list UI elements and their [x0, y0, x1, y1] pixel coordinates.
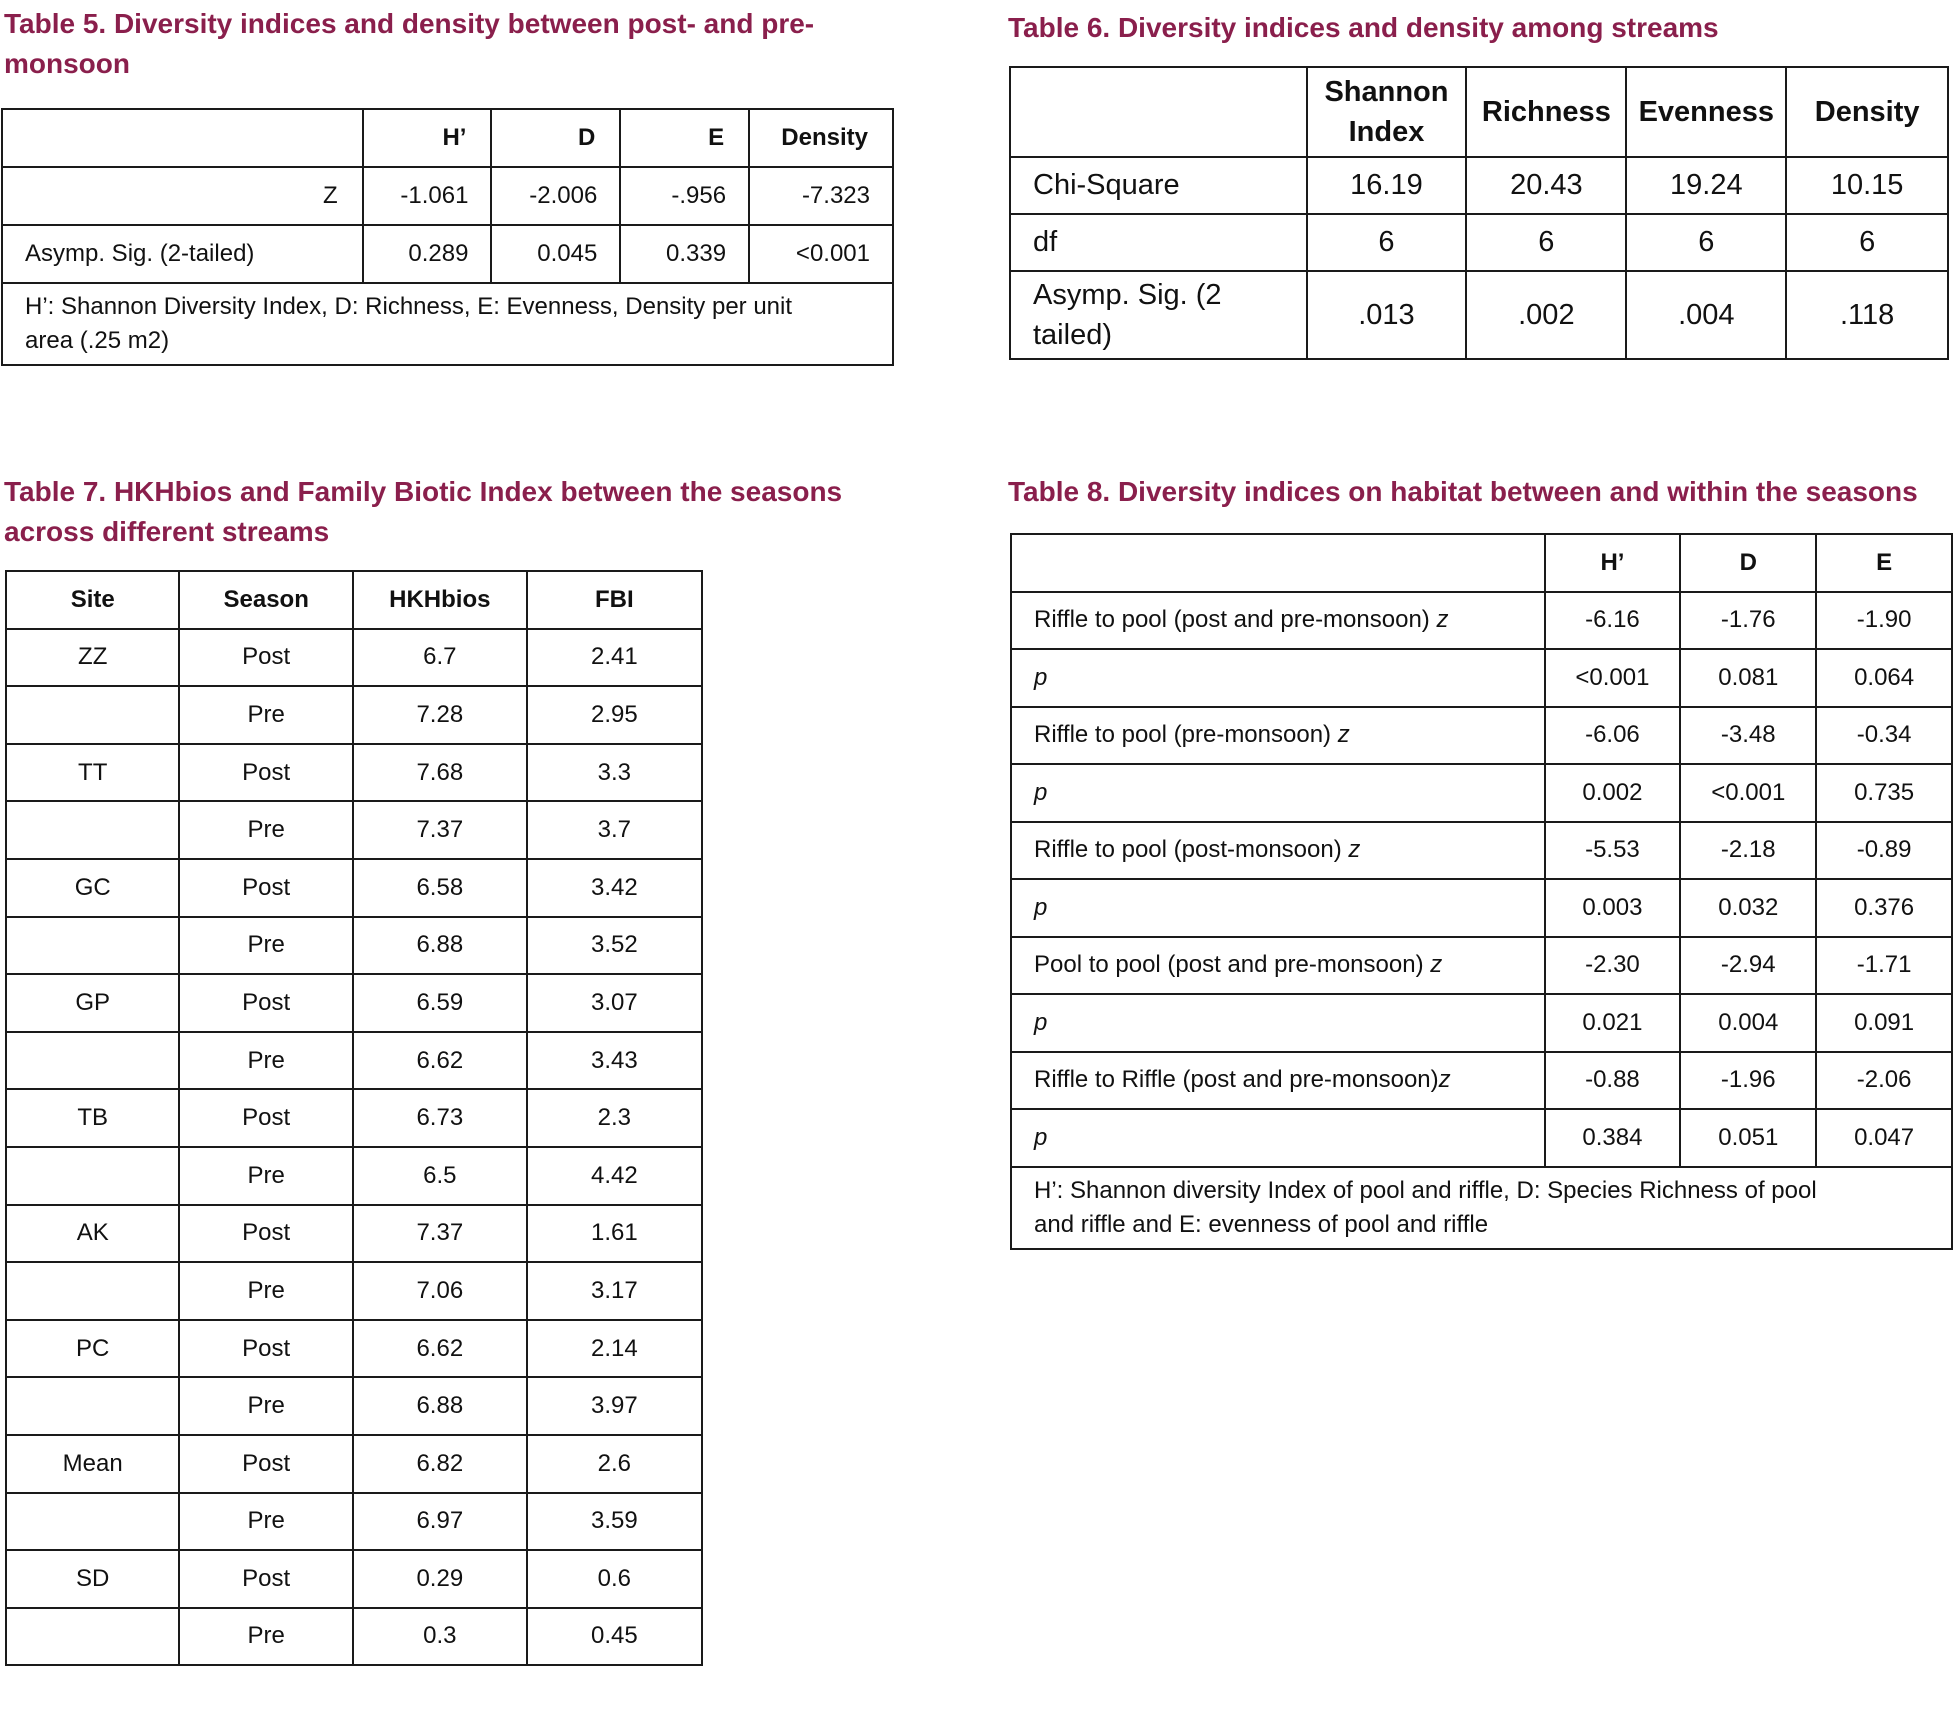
table8-header-empty: [1011, 534, 1545, 592]
table7-fbi-cell: 3.17: [527, 1262, 702, 1320]
table7-caption-line1: Table 7. HKHbios and Family Biotic Index between the seasons: [4, 476, 843, 507]
table7-season-cell: Post: [179, 744, 353, 802]
table6-caption-text: Table 6. Diversity indices and density among streams: [1008, 12, 1719, 43]
table-row: [6, 629, 702, 687]
table7-season-cell: Post: [179, 1205, 353, 1263]
table6-header: Richness: [1466, 67, 1626, 157]
table-row: [1011, 764, 1952, 822]
table7-body: [6, 629, 702, 1666]
table7-hkhbios-cell: 7.68: [353, 744, 527, 802]
table7-season-cell: Pre: [179, 1032, 353, 1090]
table8: [1010, 533, 1953, 1250]
table-row: [6, 1493, 702, 1551]
table7-site-cell: [6, 1147, 179, 1205]
table7-hkhbios-cell: 6.82: [353, 1435, 527, 1493]
table-row: [1011, 592, 1952, 650]
table7-fbi-cell: 3.7: [527, 801, 702, 859]
table7-site-cell: PC: [6, 1320, 179, 1378]
table6-cell: .002: [1466, 271, 1626, 359]
table7-site-cell: [6, 1608, 179, 1666]
table7-site-cell: [6, 1262, 179, 1320]
table7-site-cell: Mean: [6, 1435, 179, 1493]
table-row: [6, 1377, 702, 1435]
table7-hkhbios-cell: 6.58: [353, 859, 527, 917]
table-row: [1011, 1109, 1952, 1167]
table-row: [6, 1089, 702, 1147]
table6-header: Density: [1786, 67, 1948, 157]
table7-hkhbios-cell: 6.7: [353, 629, 527, 687]
table8-cell: 0.064: [1816, 649, 1952, 707]
table8-note-line1: H’: Shannon diversity Index of pool and riffle, D: Species Richness of pool: [1034, 1176, 1817, 1204]
table7-season-cell: Pre: [179, 801, 353, 859]
table7-season-cell: Post: [179, 1320, 353, 1378]
table5-note-line1: H’: Shannon Diversity Index, D: Richness, E: Evenness, Density per unit: [25, 293, 793, 320]
table8-row-stat-symbol: z: [1337, 721, 1350, 749]
table7-hkhbios-cell: 7.06: [353, 1262, 527, 1320]
table5-note-line2: area (.25 m2): [25, 327, 170, 354]
table5-caption-line2: monsoon: [4, 48, 130, 79]
table7-site-cell: [6, 801, 179, 859]
table8-row-label: [1011, 937, 1545, 995]
table7-hkhbios-cell: 7.37: [353, 801, 527, 859]
table-row: [6, 859, 702, 917]
table5-row-label: Z: [2, 167, 363, 225]
table8-cell: 0.032: [1680, 879, 1816, 937]
table8-row-label: [1011, 707, 1545, 765]
table8-cell: -0.89: [1816, 822, 1952, 880]
table7-hkhbios-cell: 6.88: [353, 917, 527, 975]
table8-cell: <0.001: [1545, 649, 1681, 707]
table7-hkhbios-cell: 0.29: [353, 1550, 527, 1608]
table7-site-cell: AK: [6, 1205, 179, 1263]
table6-header: Evenness: [1626, 67, 1786, 157]
table8-cell: -2.30: [1545, 937, 1681, 995]
table7-site-cell: GP: [6, 974, 179, 1032]
table8-note-row: [1011, 1167, 1952, 1249]
table8-row-stat-symbol: z: [1436, 606, 1449, 634]
table8-note-line2: and riffle and E: evenness of pool and riffle: [1034, 1210, 1489, 1238]
table5-header-empty: [2, 109, 363, 167]
table7-hkhbios-cell: 6.88: [353, 1377, 527, 1435]
table5-header: E: [620, 109, 749, 167]
table7-caption-line2: across different streams: [4, 516, 330, 547]
table5-note-row: [2, 283, 893, 365]
table8-body: [1011, 592, 1952, 1167]
table8-row-stat-symbol: p: [1034, 1008, 1048, 1036]
table8-row-stat-symbol: p: [1034, 663, 1048, 691]
table7-fbi-cell: 2.95: [527, 686, 702, 744]
table-row: [1011, 879, 1952, 937]
table5-caption-line1: Table 5. Diversity indices and density between post- and pre-: [4, 8, 815, 39]
table-row: [1010, 271, 1948, 359]
table7-season-cell: Pre: [179, 1377, 353, 1435]
table8-cell: -2.94: [1680, 937, 1816, 995]
table5-header: H’: [363, 109, 492, 167]
table8-row-stat-symbol: p: [1034, 1123, 1048, 1151]
table8-row-stat-symbol: p: [1034, 778, 1048, 806]
table-row: [1011, 649, 1952, 707]
table5-cell: 0.289: [363, 225, 492, 283]
table7-header-fbi: FBI: [527, 571, 702, 629]
table6-row-label: [1010, 271, 1307, 359]
table8-cell: -1.76: [1680, 592, 1816, 650]
table7-season-cell: Pre: [179, 686, 353, 744]
table7-season-cell: Post: [179, 974, 353, 1032]
table7-header-hkhbios: HKHbios: [353, 571, 527, 629]
table8-row-label: [1011, 1109, 1545, 1167]
table5-cell: -1.061: [363, 167, 492, 225]
table7-hkhbios-cell: 6.62: [353, 1320, 527, 1378]
table7-season-cell: Post: [179, 1089, 353, 1147]
table6-header-shannon-line1: Shannon: [1324, 76, 1449, 108]
table7-season-cell: Post: [179, 1550, 353, 1608]
table7-site-cell: ZZ: [6, 629, 179, 687]
table6-header-shannon-line2: Index: [1348, 116, 1425, 148]
table5: [1, 108, 894, 366]
table7-season-cell: Post: [179, 629, 353, 687]
table-row: [2, 167, 893, 225]
table5-header-row: [2, 109, 893, 167]
table7-site-cell: TT: [6, 744, 179, 802]
table8-row-label: [1011, 994, 1545, 1052]
table6-cell: 6: [1307, 214, 1467, 271]
table8-row-stat-symbol: z: [1430, 951, 1443, 979]
table7-fbi-cell: 1.61: [527, 1205, 702, 1263]
table8-cell: 0.051: [1680, 1109, 1816, 1167]
table6-cell: .013: [1307, 271, 1467, 359]
table7-season-cell: Post: [179, 859, 353, 917]
table-row: [1011, 822, 1952, 880]
table8-cell: 0.021: [1545, 994, 1681, 1052]
table7-fbi-cell: 3.59: [527, 1493, 702, 1551]
table6: [1009, 66, 1949, 360]
table6-header-row: [1010, 67, 1948, 157]
table7-hkhbios-cell: 6.62: [353, 1032, 527, 1090]
table7-fbi-cell: 3.43: [527, 1032, 702, 1090]
table8-row-label-text: Riffle to pool (pre-monsoon): [1034, 721, 1338, 749]
table7-site-cell: [6, 1032, 179, 1090]
table7-fbi-cell: 3.52: [527, 917, 702, 975]
table6-header-shannon: [1307, 67, 1467, 157]
table6-caption: [1008, 8, 1948, 48]
table8-cell: <0.001: [1680, 764, 1816, 822]
table-row: [6, 1435, 702, 1493]
table8-header-row: [1011, 534, 1952, 592]
table8-cell: 0.376: [1816, 879, 1952, 937]
table-row: [6, 686, 702, 744]
table8-cell: 0.047: [1816, 1109, 1952, 1167]
table7-site-cell: [6, 1493, 179, 1551]
table5-cell: <0.001: [749, 225, 893, 283]
table6-cell: 16.19: [1307, 157, 1467, 214]
table7-season-cell: Pre: [179, 917, 353, 975]
table-row: [6, 1262, 702, 1320]
table5-header: Density: [749, 109, 893, 167]
table5-cell: -.956: [620, 167, 749, 225]
table5-cell: -2.006: [491, 167, 620, 225]
table8-cell: 0.735: [1816, 764, 1952, 822]
table-row: [2, 225, 893, 283]
table-row: [6, 744, 702, 802]
table8-note: [1011, 1167, 1952, 1249]
table7-fbi-cell: 2.41: [527, 629, 702, 687]
table8-caption: [1008, 472, 1955, 512]
table7-caption: [4, 472, 904, 552]
table8-caption-text: Table 8. Diversity indices on habitat between and within the seasons: [1008, 476, 1918, 507]
table-row: [6, 974, 702, 1032]
table6-cell: 6: [1466, 214, 1626, 271]
table7-header-site: Site: [6, 571, 179, 629]
table-row: [6, 801, 702, 859]
table-row: [1011, 707, 1952, 765]
table6-row-label-line2: tailed): [1033, 319, 1112, 351]
table-row: [6, 917, 702, 975]
table-row: [6, 1550, 702, 1608]
table8-header: H’: [1545, 534, 1681, 592]
table8-cell: 0.081: [1680, 649, 1816, 707]
table5-note: [2, 283, 893, 365]
table7-hkhbios-cell: 7.28: [353, 686, 527, 744]
table8-row-label: [1011, 879, 1545, 937]
table7-fbi-cell: 3.97: [527, 1377, 702, 1435]
table8-cell: -6.06: [1545, 707, 1681, 765]
table7-site-cell: [6, 686, 179, 744]
table7-fbi-cell: 2.14: [527, 1320, 702, 1378]
table-row: [1010, 214, 1948, 271]
table-row: [6, 1320, 702, 1378]
table-row: [6, 1147, 702, 1205]
table6-cell: 6: [1626, 214, 1786, 271]
table7-site-cell: [6, 917, 179, 975]
table8-row-label: [1011, 592, 1545, 650]
table6-cell: .004: [1626, 271, 1786, 359]
table7-fbi-cell: 2.3: [527, 1089, 702, 1147]
table7-fbi-cell: 0.45: [527, 1608, 702, 1666]
table8-header: E: [1816, 534, 1952, 592]
table8-cell: -6.16: [1545, 592, 1681, 650]
table6-cell: .118: [1786, 271, 1948, 359]
table8-cell: -2.18: [1680, 822, 1816, 880]
table5-header: D: [491, 109, 620, 167]
table-row: [6, 1205, 702, 1263]
table8-cell: -1.96: [1680, 1052, 1816, 1110]
table8-cell: -2.06: [1816, 1052, 1952, 1110]
table8-cell: 0.003: [1545, 879, 1681, 937]
table-row: [1011, 994, 1952, 1052]
table8-cell: -0.88: [1545, 1052, 1681, 1110]
table8-header: D: [1680, 534, 1816, 592]
table8-row-stat-symbol: z: [1438, 1066, 1451, 1094]
table8-cell: 0.091: [1816, 994, 1952, 1052]
table7-hkhbios-cell: 6.97: [353, 1493, 527, 1551]
table6-header-empty: [1010, 67, 1307, 157]
table8-row-label: [1011, 649, 1545, 707]
table7-site-cell: TB: [6, 1089, 179, 1147]
table8-row-label: [1011, 764, 1545, 822]
table6-row-label: Chi-Square: [1010, 157, 1307, 214]
table7-hkhbios-cell: 0.3: [353, 1608, 527, 1666]
table7-season-cell: Post: [179, 1435, 353, 1493]
table7-hkhbios-cell: 6.59: [353, 974, 527, 1032]
table6-row-label-line1: Asymp. Sig. (2: [1033, 279, 1222, 311]
table7-header-season: Season: [179, 571, 353, 629]
table7-site-cell: GC: [6, 859, 179, 917]
table5-cell: 0.339: [620, 225, 749, 283]
table8-cell: 0.004: [1680, 994, 1816, 1052]
table5-cell: -7.323: [749, 167, 893, 225]
table8-row-label-text: Riffle to Riffle (post and pre-monsoon): [1034, 1066, 1439, 1094]
table6-cell: 19.24: [1626, 157, 1786, 214]
table-row: [1010, 157, 1948, 214]
table7: [5, 570, 703, 1666]
table8-cell: -3.48: [1680, 707, 1816, 765]
table7-fbi-cell: 4.42: [527, 1147, 702, 1205]
table8-row-stat-symbol: p: [1034, 893, 1048, 921]
table-row: [6, 1608, 702, 1666]
table5-row-label: Asymp. Sig. (2-tailed): [2, 225, 363, 283]
table7-season-cell: Pre: [179, 1493, 353, 1551]
table7-season-cell: Pre: [179, 1608, 353, 1666]
table7-season-cell: Pre: [179, 1262, 353, 1320]
table5-cell: 0.045: [491, 225, 620, 283]
table7-fbi-cell: 0.6: [527, 1550, 702, 1608]
table-row: [1011, 937, 1952, 995]
table6-cell: 20.43: [1466, 157, 1626, 214]
table8-cell: 0.002: [1545, 764, 1681, 822]
table7-hkhbios-cell: 6.5: [353, 1147, 527, 1205]
table7-fbi-cell: 2.6: [527, 1435, 702, 1493]
table8-row-stat-symbol: z: [1348, 836, 1361, 864]
table-row: [1011, 1052, 1952, 1110]
table8-cell: -1.90: [1816, 592, 1952, 650]
table-row: [6, 1032, 702, 1090]
table7-fbi-cell: 3.07: [527, 974, 702, 1032]
table8-cell: -0.34: [1816, 707, 1952, 765]
table7-header-row: [6, 571, 702, 629]
table7-fbi-cell: 3.3: [527, 744, 702, 802]
table7-site-cell: [6, 1377, 179, 1435]
table8-cell: 0.384: [1545, 1109, 1681, 1167]
table8-row-label-text: Riffle to pool (post-monsoon): [1034, 836, 1349, 864]
table6-cell: 6: [1786, 214, 1948, 271]
table5-caption: [4, 4, 904, 84]
table7-hkhbios-cell: 7.37: [353, 1205, 527, 1263]
table8-row-label: [1011, 822, 1545, 880]
table8-row-label-text: Riffle to pool (post and pre-monsoon): [1034, 606, 1437, 634]
table7-fbi-cell: 3.42: [527, 859, 702, 917]
table8-cell: -5.53: [1545, 822, 1681, 880]
table7-season-cell: Pre: [179, 1147, 353, 1205]
table8-cell: -1.71: [1816, 937, 1952, 995]
table8-row-label: [1011, 1052, 1545, 1110]
table8-row-label-text: Pool to pool (post and pre-monsoon): [1034, 951, 1431, 979]
table7-site-cell: SD: [6, 1550, 179, 1608]
table7-hkhbios-cell: 6.73: [353, 1089, 527, 1147]
table6-row-label: df: [1010, 214, 1307, 271]
table6-cell: 10.15: [1786, 157, 1948, 214]
